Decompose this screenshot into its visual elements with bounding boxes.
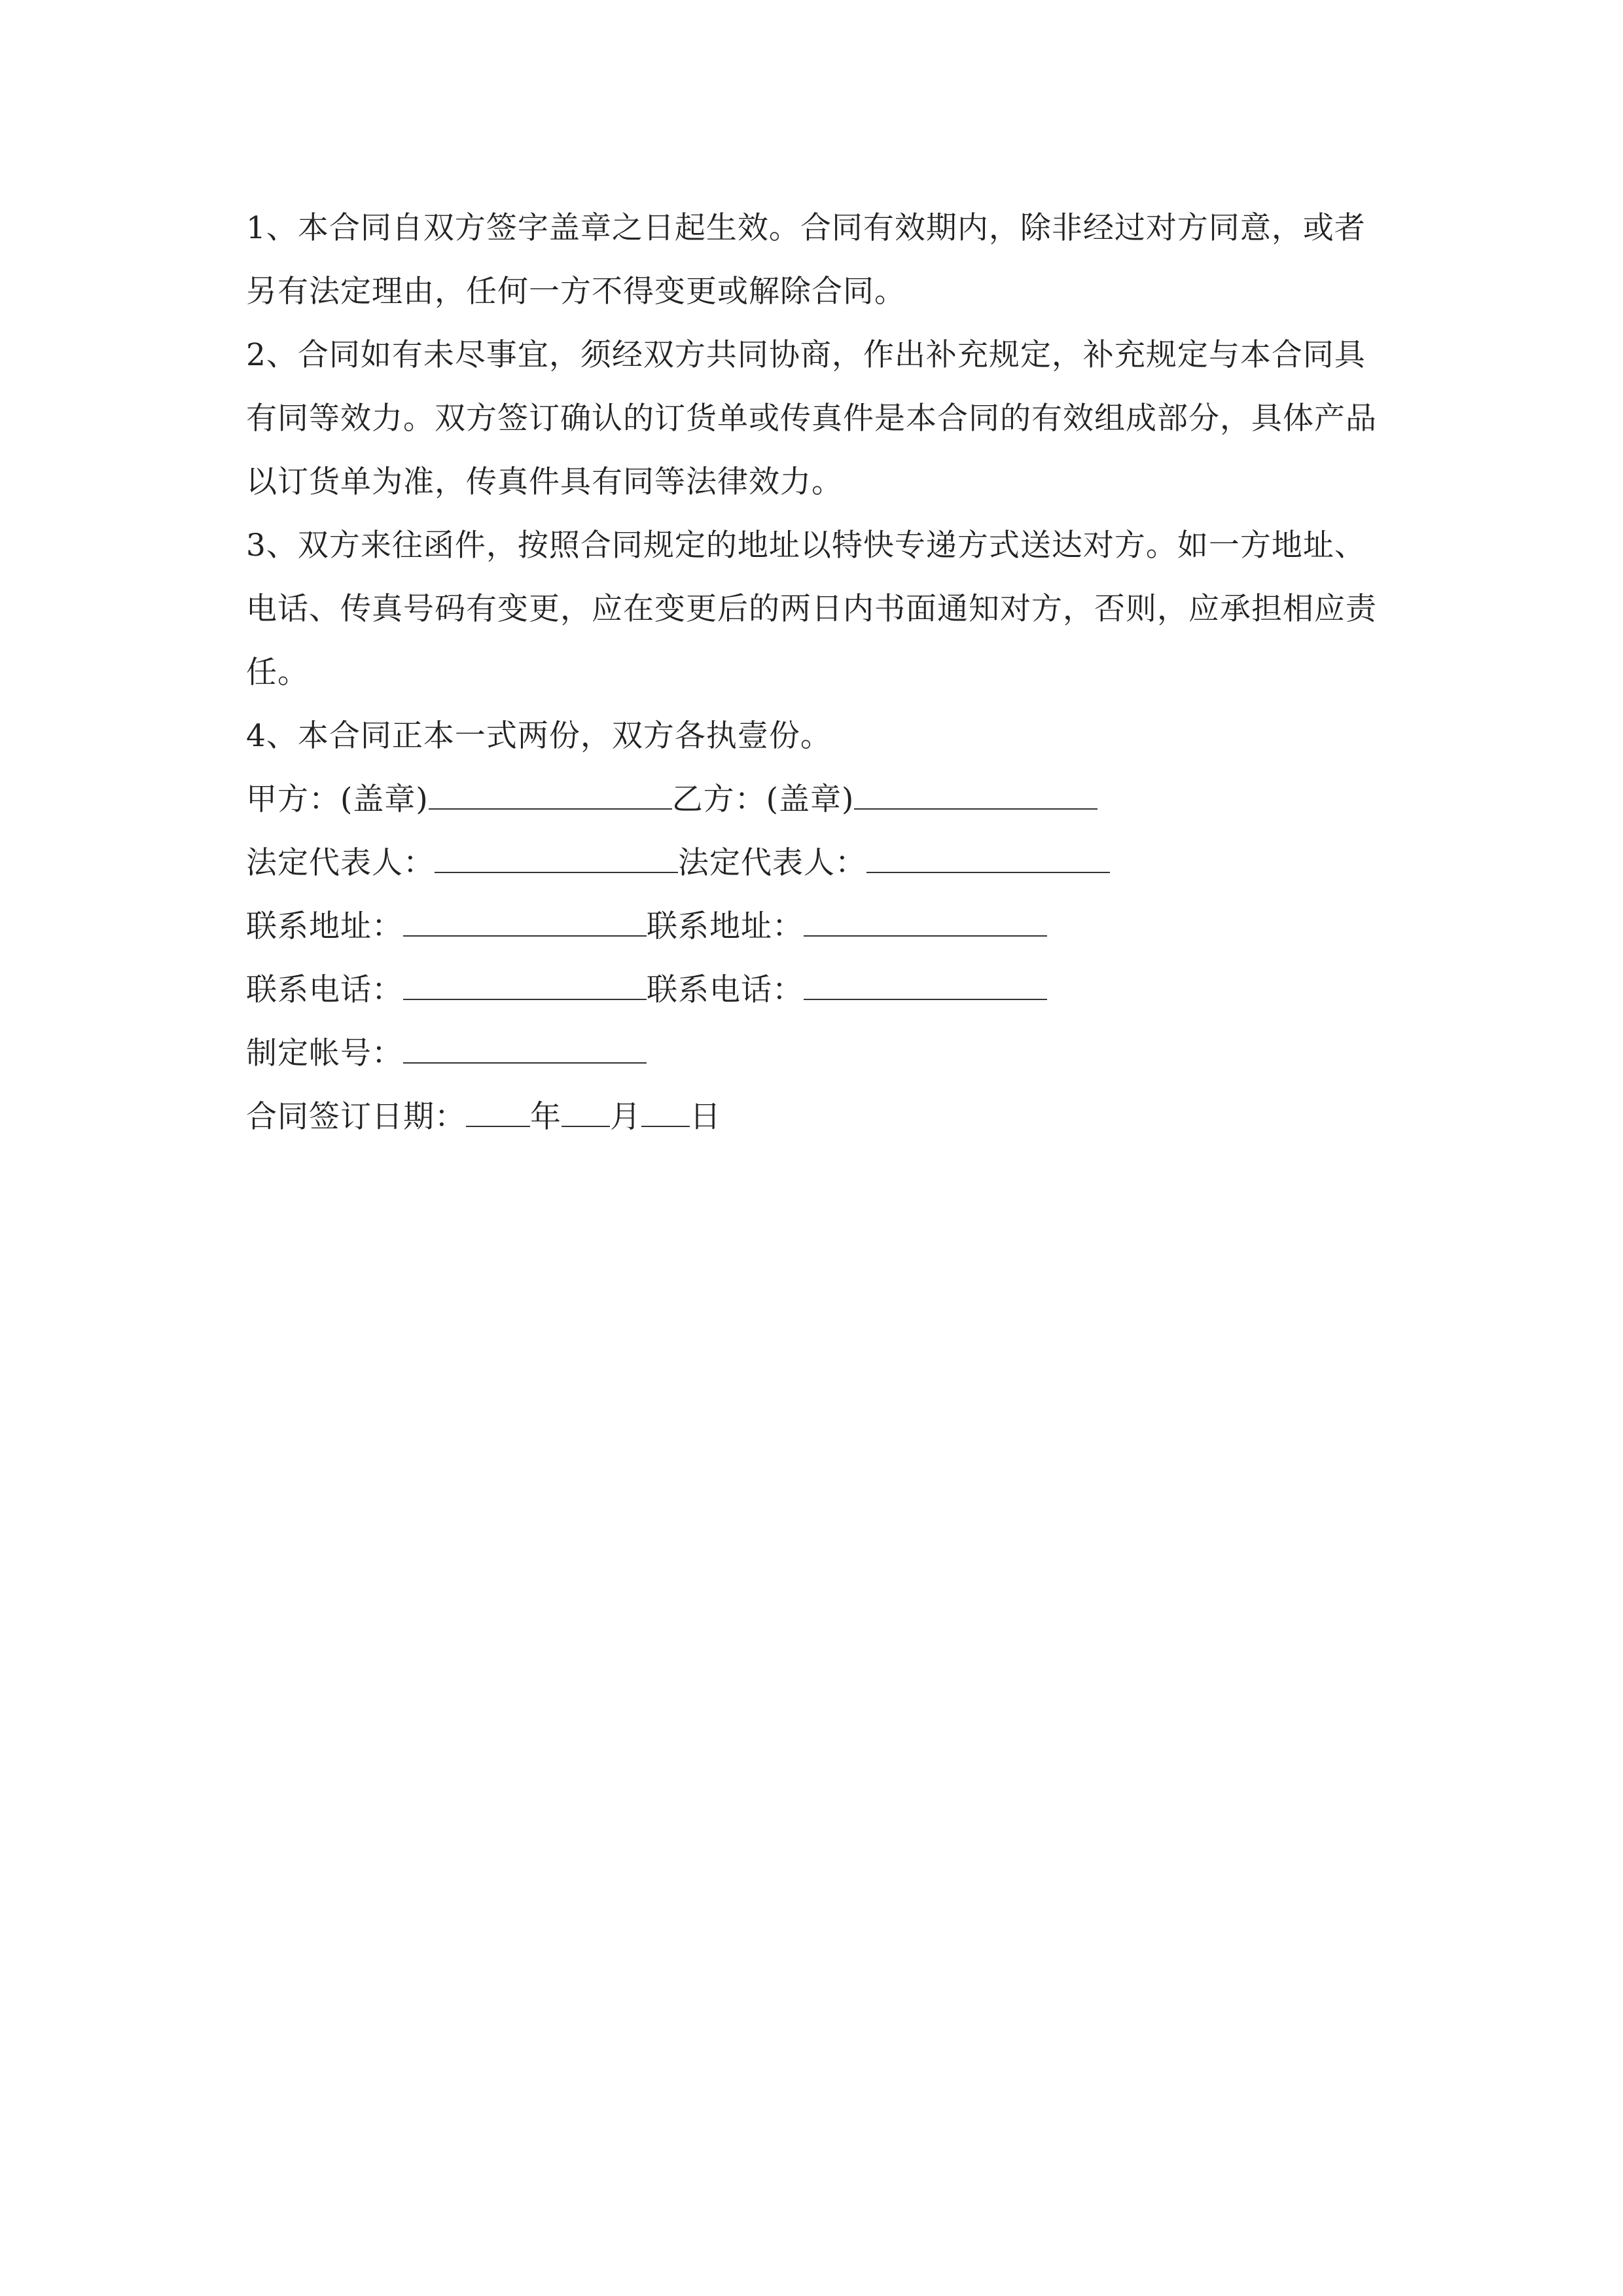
clause-1: 1、本合同自双方签字盖章之日起生效。合同有效期内，除非经过对方同意，或者另有法定理由，任何一方不得变更或解除合同。 bbox=[246, 210, 1366, 310]
party-b-seal-label: 乙方：(盖章) bbox=[671, 781, 855, 817]
clause-2: 2、合同如有未尽事宜，须经双方共同协商，作出补充规定，补充规定与本合同具有同等效力。双方签订确认的订货单或传真件是本合同的有效组成部分，具体产品以订货单为准，传真件具有同等法律效力。 bbox=[246, 337, 1377, 500]
year-label: 年 bbox=[530, 1099, 562, 1135]
sign-date-row bbox=[246, 1085, 1385, 1149]
legal-rep-a-blank bbox=[435, 846, 678, 873]
legal-rep-row bbox=[246, 831, 1385, 895]
address-b-blank bbox=[804, 909, 1047, 937]
seal-row bbox=[246, 768, 1385, 831]
account-blank bbox=[403, 1036, 647, 1064]
address-row bbox=[246, 895, 1385, 958]
legal-rep-b-label: 法定代表人： bbox=[678, 845, 866, 881]
contract-body bbox=[246, 196, 1385, 1149]
month-label: 月 bbox=[610, 1099, 641, 1135]
clause-3: 3、双方来往函件，按照合同规定的地址以特快专递方式送达对方。如一方地址、电话、传真号码有变更，应在变更后的两日内书面通知对方，否则，应承担相应责任。 bbox=[246, 528, 1377, 691]
account-row bbox=[246, 1022, 1385, 1085]
year-blank bbox=[466, 1100, 530, 1127]
phone-b-label: 联系电话： bbox=[647, 972, 804, 1008]
party-b-seal-blank bbox=[854, 782, 1097, 810]
party-a-seal-label: 甲方：(盖章) bbox=[246, 781, 429, 817]
account-label: 制定帐号： bbox=[246, 1035, 403, 1071]
day-blank bbox=[641, 1100, 690, 1127]
party-a-seal-blank bbox=[429, 782, 672, 810]
day-label: 日 bbox=[690, 1099, 721, 1135]
address-a-blank bbox=[403, 909, 647, 937]
legal-rep-b-blank bbox=[866, 846, 1110, 873]
phone-row bbox=[246, 958, 1385, 1022]
address-b-label: 联系地址： bbox=[647, 908, 804, 944]
phone-a-label: 联系电话： bbox=[246, 972, 403, 1008]
clause-4: 4、本合同正本一式两份，双方各执壹份。 bbox=[246, 718, 832, 754]
phone-b-blank bbox=[804, 973, 1047, 1000]
address-a-label: 联系地址： bbox=[246, 908, 403, 944]
sign-date-label: 合同签订日期： bbox=[246, 1099, 466, 1135]
legal-rep-a-label: 法定代表人： bbox=[246, 845, 435, 881]
month-blank bbox=[562, 1100, 610, 1127]
phone-a-blank bbox=[403, 973, 647, 1000]
